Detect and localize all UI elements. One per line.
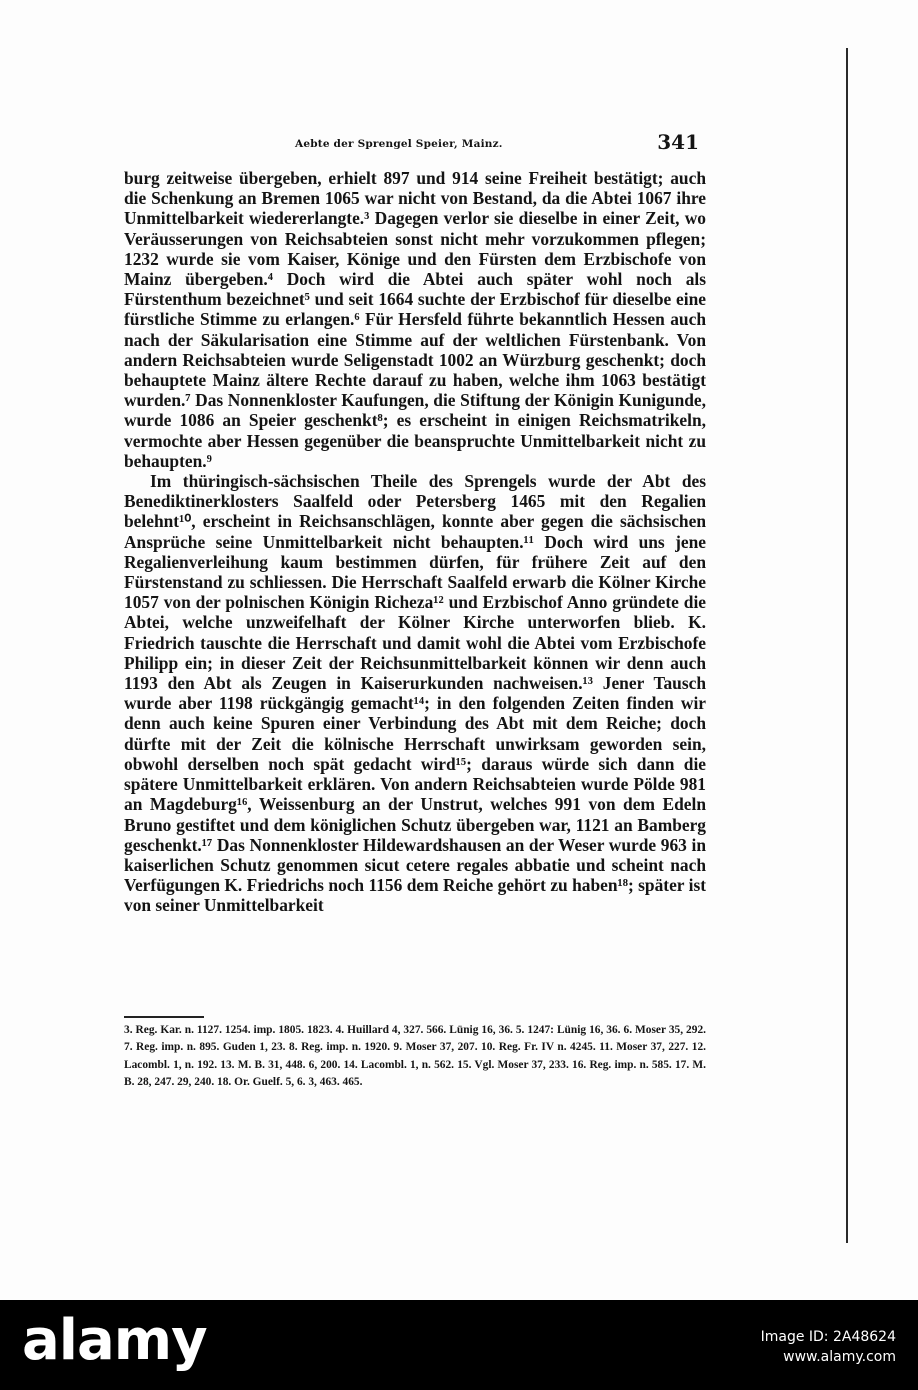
paragraph-2: Im thüringisch-sächsischen Theile des Sprengels wurde der Abt des Benediktinerklosters Saalfeld oder Petersberg 1465 mit den Regalien belehnt¹⁰, erscheint in Reichsanschlägen, konnte aber gegen die sächsischen Ansprüche seine Unmittelbarkeit nicht behaupten.¹¹ Doch wird uns jene Regalienverleihung kaum bestimmen dürfen, für frühere Zeit auf den Fürstenstand zu schliessen. Die Herrschaft Saalfeld erwarb die Kölner Kirche 1057 von der polnischen Königin Richeza¹² und Erzbischof Anno gründete die Abtei, welche unzweifelhaft der Kölner Kirche unterworfen blieb. K. Friedrich tauschte die Herrschaft und damit wohl die Abtei vom Erzbischofe Philipp ein; in dieser Zeit der Reichsunmittelbarkeit können wir denn auch 1193 den Abt als Zeugen in Kaiserurkunden nachweisen.¹³ Jener Tausch wurde aber 1198 rückgängig gemacht¹⁴; in den folgenden Zeiten finden wir denn auch keine Spuren einer Verbindung des Abt mit dem Reiche; doch dürfte mit der Zeit die kölnische Herrschaft unwirksam geworden sein, obwohl derselben noch spät gedacht wird¹⁵; daraus würde sich dann die spätere Unmittelbarkeit erklären. Von andern Reichsabteien wurde Pölde 981 an Magdeburg¹⁶, Weissenburg an der Unstrut, welches 991 von dem Edeln Bruno gestiftet und dem königlichen Schutz übergeben war, 1121 an Bamberg geschenkt.¹⁷ Das Nonnenkloster Hildewardshausen an der Weser wurde 963 in kaiserlichen Schutz genommen sicut cetere regales abbatie und scheint nach Verfügungen K. Friedrichs noch 1156 dem Reiche gehört zu haben¹⁸; später ist von seiner Unmittelbarkeit: [124, 471, 706, 916]
footnote-rule: [124, 1016, 204, 1018]
watermark-meta: [761, 1327, 896, 1367]
main-text: [124, 168, 706, 916]
footnote-text: 3. Reg. Kar. n. 1127. 1254. imp. 1805. 1823. 4. Huillard 4, 327. 566. Lünig 16, 36. 5. 1247: Lünig 16, 36. 6. Moser 35, 292. 7. Reg. imp. n. 895. Guden 1, 23. 8. Reg. imp. n. 1920. 9. Moser 37, 207. 10. Reg. Fr. IV n. 4245. 11. Moser 37, 227. 12. Lacombl. 1, n. 192. 13. M. B. 31, 448. 6, 200. 14. Lacombl. 1, n. 562. 15. Vgl. Moser 37, 233. 16. Reg. imp. n. 585. 17. M. B. 28, 247. 29, 240. 18. Or. Guelf. 5, 6. 3, 463. 465.: [124, 1024, 706, 1089]
page-header: [125, 130, 705, 158]
paragraph-1: burg zeitweise übergeben, erhielt 897 und 914 seine Freiheit bestätigt; auch die Schenkung an Bremen 1065 war nicht von Bestand, da die Abtei 1067 ihre Unmittelbarkeit wiedererlangte.³ Dagegen verlor sie dieselbe in einer Zeit, wo Veräusserungen von Reichsabteien sonst nicht mehr vorzukommen pflegen; 1232 wurde sie vom Kaiser, Könige und den Fürsten dem Erzbischofe von Mainz übergeben.⁴ Doch wird die Abtei auch später wohl noch als Fürstenthum bezeichnet⁵ und seit 1664 suchte der Erzbischof für dieselbe eine fürstliche Stimme zu erlangen.⁶ Für Hersfeld führte bekanntlich Hessen auch nach der Säkularisation eine Stimme auf der weltlichen Fürstenbank. Von andern Reichsabteien wurde Seligenstadt 1002 an Würzburg geschenkt; doch behauptete Mainz ältere Rechte darauf zu haben, welche ihm 1063 bestätigt wurden.⁷ Das Nonnenkloster Kaufungen, die Stiftung der Königin Kunigunde, wurde 1086 an Speier geschenkt⁸; es erscheint in einigen Reichsmatrikeln, vermochte aber Hessen gegenüber die beanspruchte Unmittelbarkeit nicht zu behaupten.⁹: [124, 168, 706, 471]
running-title: Aebte der Sprengel Speier, Mainz.: [295, 138, 503, 150]
brand-logo: alamy: [22, 1308, 207, 1373]
footnotes: [124, 1022, 706, 1092]
page-number: 341: [657, 130, 699, 154]
image-id: Image ID: 2A48624: [760, 1329, 896, 1345]
page-edge-line: [846, 48, 848, 1243]
site-url: www.alamy.com: [783, 1349, 896, 1365]
